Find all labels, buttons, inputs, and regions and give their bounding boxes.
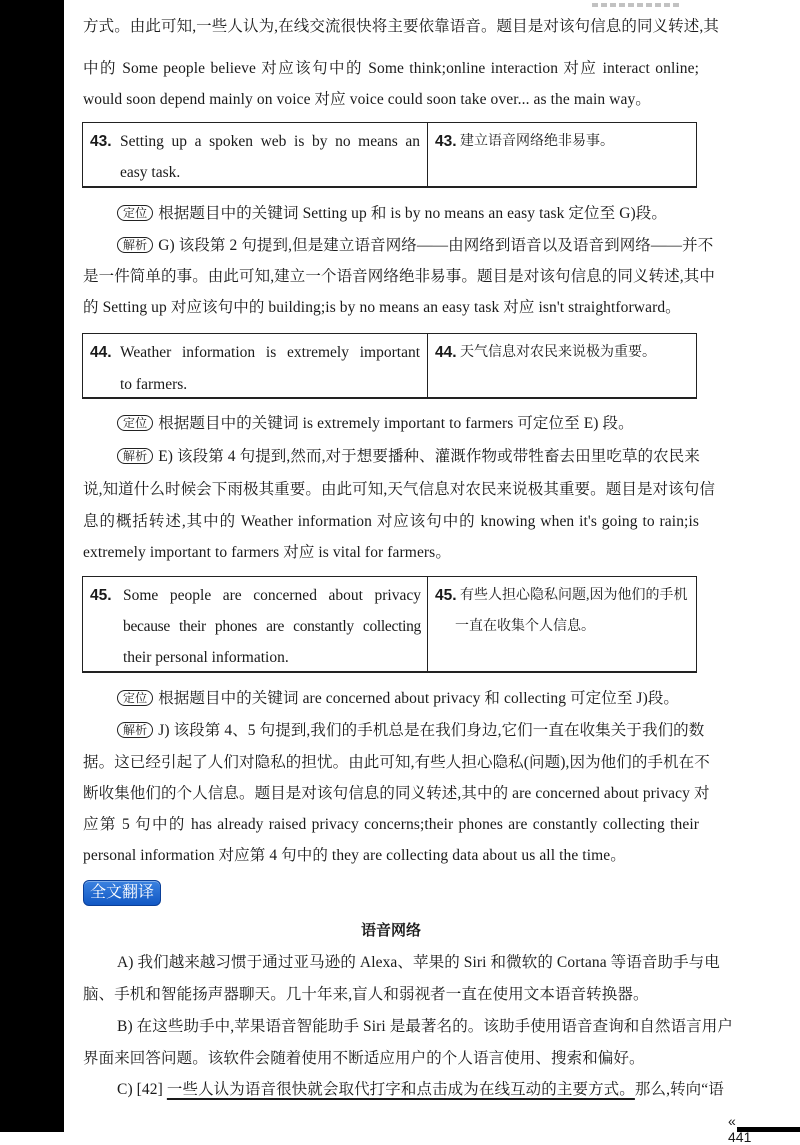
chinese-cell [428, 334, 696, 397]
translation-line: A) 我们越来越习惯于通过亚马逊的 Alexa、苹果的 Siri 和微软的 Cortana 等语音助手与电 [117, 954, 720, 971]
analysis-line: 息的概括转述,其中的 Weather information 对应该句中的 knowing when it's going to rain;is [83, 513, 699, 530]
question-number: 44. [435, 344, 457, 361]
full-translation-badge: 全文翻译 [83, 880, 161, 906]
question-number: 44. [90, 344, 112, 361]
paragraph-suffix: 那么,转向“语 [634, 1081, 724, 1098]
locate-line [83, 689, 699, 709]
scan-header-artifact [592, 3, 682, 7]
english-line: Setting up a spoken web is by no means an [120, 133, 420, 150]
translation-line [83, 1080, 724, 1100]
translation-title: 语音网络 [360, 922, 421, 939]
english-line: their personal information. [123, 649, 289, 666]
analysis-line: personal information 对应第 4 句中的 they are collecting data about us all the time。 [83, 847, 626, 864]
chinese-line: 有些人担心隐私问题,因为他们的手机 [460, 588, 688, 603]
english-cell [83, 123, 428, 186]
english-line: easy task. [120, 164, 181, 181]
locate-line [83, 414, 699, 434]
page-number-value: 441 [728, 1129, 752, 1145]
analysis-line: extremely important to farmers 对应 is vital for farmers。 [83, 544, 451, 561]
analysis-line: 应第 5 句中的 has already raised privacy concerns;their phones are constantly collecting their [83, 816, 699, 833]
question-table-43 [82, 122, 697, 188]
analysis-tag: 解析 [117, 237, 153, 253]
analysis-text: G) 该段第 2 句提到,但是建立语音网络——由网络到语音以及语音到网络——并不 [158, 237, 714, 254]
locate-text: 根据题目中的关键词 are concerned about privacy 和 collecting 可定位至 J)段。 [158, 690, 680, 707]
question-number: 43. [90, 133, 112, 150]
analysis-line: 说,知道什么时候会下雨极其重要。由此可知,天气信息对农民来说极其重要。题目是对该句信 [83, 481, 715, 498]
locate-line [83, 204, 699, 224]
chinese-line: 一直在收集个人信息。 [455, 619, 595, 634]
locate-tag: 定位 [117, 690, 153, 706]
continuation-line: 中的 Some people believe 对应该句中的 Some think;online interaction 对应 interact online; [83, 60, 699, 77]
chinese-cell [428, 577, 696, 671]
page-number [728, 1113, 751, 1145]
analysis-text: J) 该段第 4、5 句提到,我们的手机总是在我们身边,它们一直在收集关于我们的数 [158, 722, 705, 739]
analysis-line: 的 Setting up 对应该句中的 building;is by no means an easy task 对应 isn't straightforward。 [83, 299, 681, 316]
chinese-cell [428, 123, 696, 186]
locate-tag: 定位 [117, 205, 153, 221]
analysis-tag: 解析 [117, 448, 153, 464]
english-cell [83, 334, 428, 397]
analysis-line [83, 447, 699, 467]
chinese-line: 天气信息对农民来说极为重要。 [460, 345, 656, 360]
underlined-answer-sentence: 一些人认为语音很快就会取代打字和点击成为在线互动的主要方式。 [166, 1081, 635, 1098]
question-table-44 [82, 333, 697, 399]
paragraph-prefix: C) [42] [117, 1081, 167, 1098]
analysis-line [83, 721, 705, 741]
english-line: to farmers. [120, 376, 188, 393]
question-number: 45. [435, 587, 457, 604]
english-line: because their phones are constantly collecting [123, 618, 421, 635]
translation-line: B) 在这些助手中,苹果语音智能助手 Siri 是最著名的。该助手使用语音查询和自然语言用户 [117, 1018, 733, 1035]
continuation-line: would soon depend mainly on voice 对应 voice could soon take over... as the main way。 [83, 91, 651, 108]
analysis-line: 断收集他们的个人信息。题目是对该句信息的同义转述,其中的 are concerned about privacy 对 [83, 785, 710, 802]
locate-text: 根据题目中的关键词 Setting up 和 is by no means an easy task 定位至 G)段。 [158, 205, 667, 222]
english-line: Some people are concerned about privacy [123, 587, 421, 604]
english-cell [83, 577, 428, 671]
analysis-tag: 解析 [117, 722, 153, 738]
analysis-line: 据。这已经引起了人们对隐私的担忧。由此可知,有些人担心隐私(问题),因为他们的手机在不 [83, 754, 710, 771]
translation-line: 脑、手机和智能扬声器聊天。几十年来,盲人和弱视者一直在使用文本语音转换器。 [83, 986, 649, 1003]
analysis-text: E) 该段第 4 句提到,然而,对于想要播种、灌溉作物或带牲畜去田里吃草的农民来 [158, 448, 700, 465]
page-number-marker: « [728, 1113, 736, 1129]
continuation-line: 方式。由此可知,一些人认为,在线交流很快将主要依靠语音。题目是对该句信息的同义转述,其 [83, 18, 719, 35]
translation-line: 界面来回答问题。该软件会随着使用不断适应用户的个人语言使用、搜索和偏好。 [83, 1050, 645, 1067]
scan-black-margin [0, 0, 64, 1132]
locate-text: 根据题目中的关键词 is extremely important to farmers 可定位至 E) 段。 [158, 415, 634, 432]
locate-tag: 定位 [117, 415, 153, 431]
chinese-line: 建立语音网络绝非易事。 [460, 134, 614, 149]
question-table-45 [82, 576, 697, 673]
analysis-line: 是一件简单的事。由此可知,建立一个语音网络绝非易事。题目是对该句信息的同义转述,其中 [83, 268, 715, 285]
question-number: 43. [435, 133, 457, 150]
question-number: 45. [90, 587, 112, 604]
english-line: Weather information is extremely important [120, 344, 420, 361]
analysis-line [83, 236, 714, 256]
